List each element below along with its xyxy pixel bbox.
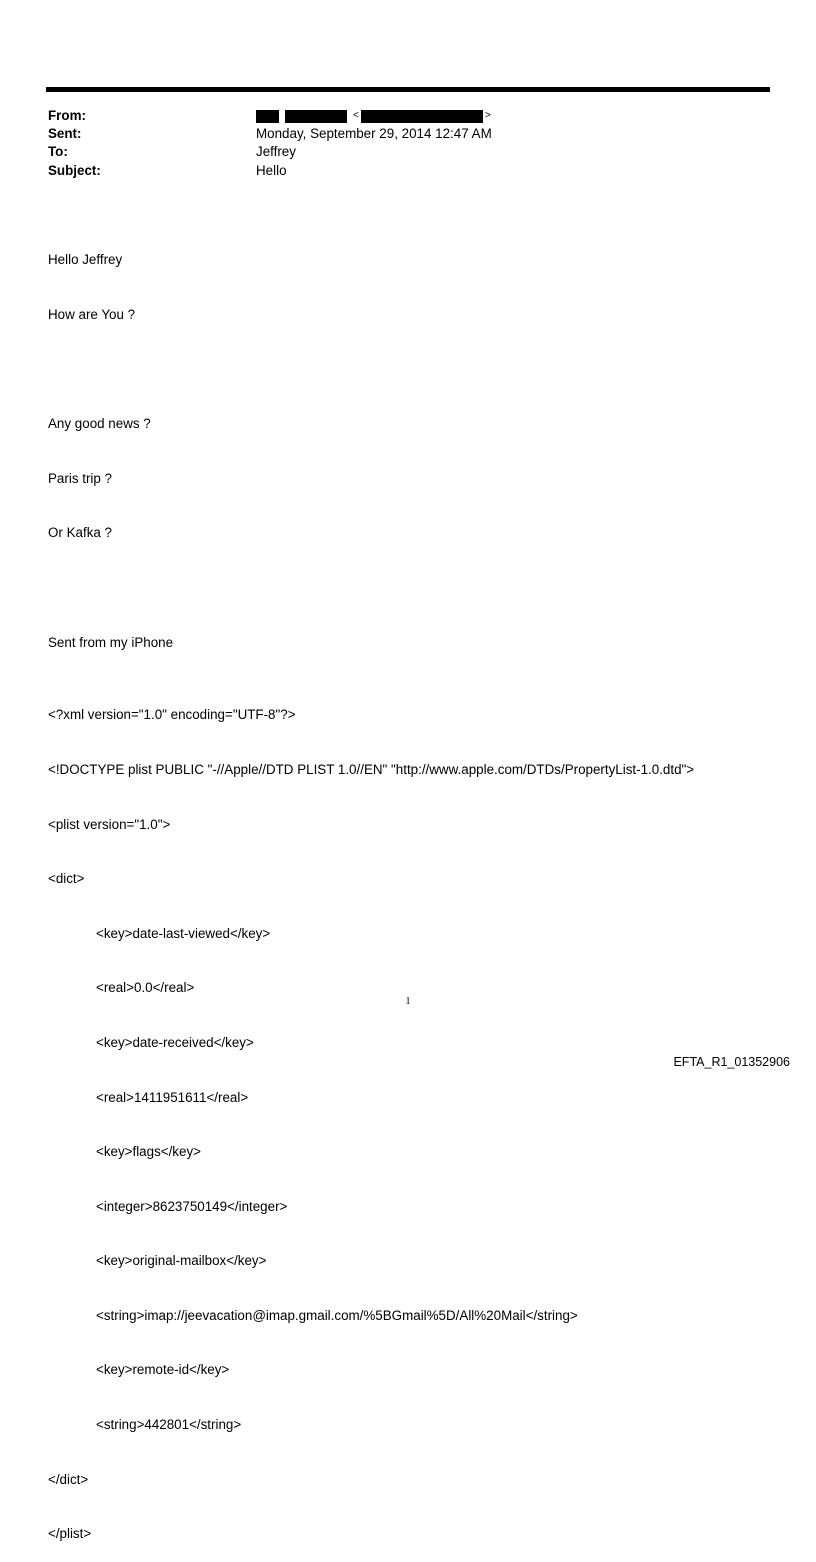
- plist-line: <plist version="1.0">: [48, 816, 171, 832]
- from-label: From:: [48, 108, 86, 123]
- plist-line: <integer>8623750149</integer>: [96, 1198, 288, 1214]
- subject-label: Subject:: [48, 162, 101, 178]
- header-rule: [46, 87, 770, 92]
- redaction-block: [256, 110, 279, 123]
- from-close-bracket: >: [485, 110, 491, 121]
- plist-line: <key>date-received</key>: [96, 1034, 254, 1050]
- plist-line: <key>date-last-viewed</key>: [96, 925, 271, 941]
- plist-line: <!DOCTYPE plist PUBLIC "-//Apple//DTD PLIST 1.0//EN" "http://www.apple.com/DTDs/PropertyList-1.0.dtd">: [48, 761, 695, 777]
- email-body: [48, 215, 694, 1562]
- plist-line: <key>remote-id</key>: [96, 1362, 230, 1378]
- bates-number: EFTA_R1_01352906: [673, 1055, 790, 1069]
- redaction-block: [361, 110, 483, 123]
- plist-line: <string>442801</string>: [96, 1417, 242, 1433]
- body-line: Paris trip ?: [48, 470, 112, 486]
- subject-value: Hello: [256, 162, 287, 178]
- body-line: Or Kafka ?: [48, 525, 113, 541]
- plist-line: </plist>: [48, 1526, 92, 1542]
- body-line: [48, 361, 694, 379]
- body-line: How are You ?: [48, 307, 136, 322]
- body-line: Hello Jeffrey: [48, 252, 123, 268]
- body-line: [48, 579, 694, 597]
- to-label: To:: [48, 144, 68, 160]
- from-open-bracket: <: [353, 110, 359, 121]
- redaction-block: [285, 110, 347, 123]
- body-line: Any good news ?: [48, 416, 151, 432]
- plist-line: <key>original-mailbox</key>: [96, 1253, 267, 1269]
- plist-line: <dict>: [48, 871, 85, 887]
- page-number: 1: [405, 996, 411, 1007]
- sent-label: Sent:: [48, 126, 82, 142]
- plist-line: <real>1411951611</real>: [96, 1089, 249, 1105]
- plist-line: </dict>: [48, 1471, 89, 1487]
- signature-line: Sent from my iPhone: [48, 634, 174, 650]
- plist-line: <string>imap://jeevacation@imap.gmail.com/%5BGmail%5D/All%20Mail</string>: [96, 1307, 578, 1323]
- plist-line: <real>0.0</real>: [96, 980, 195, 996]
- sent-value: Monday, September 29, 2014 12:47 AM: [256, 126, 492, 142]
- plist-line: <?xml version="1.0" encoding="UTF-8"?>: [48, 707, 296, 723]
- plist-line: <key>flags</key>: [96, 1144, 201, 1160]
- to-value: Jeffrey: [256, 144, 296, 160]
